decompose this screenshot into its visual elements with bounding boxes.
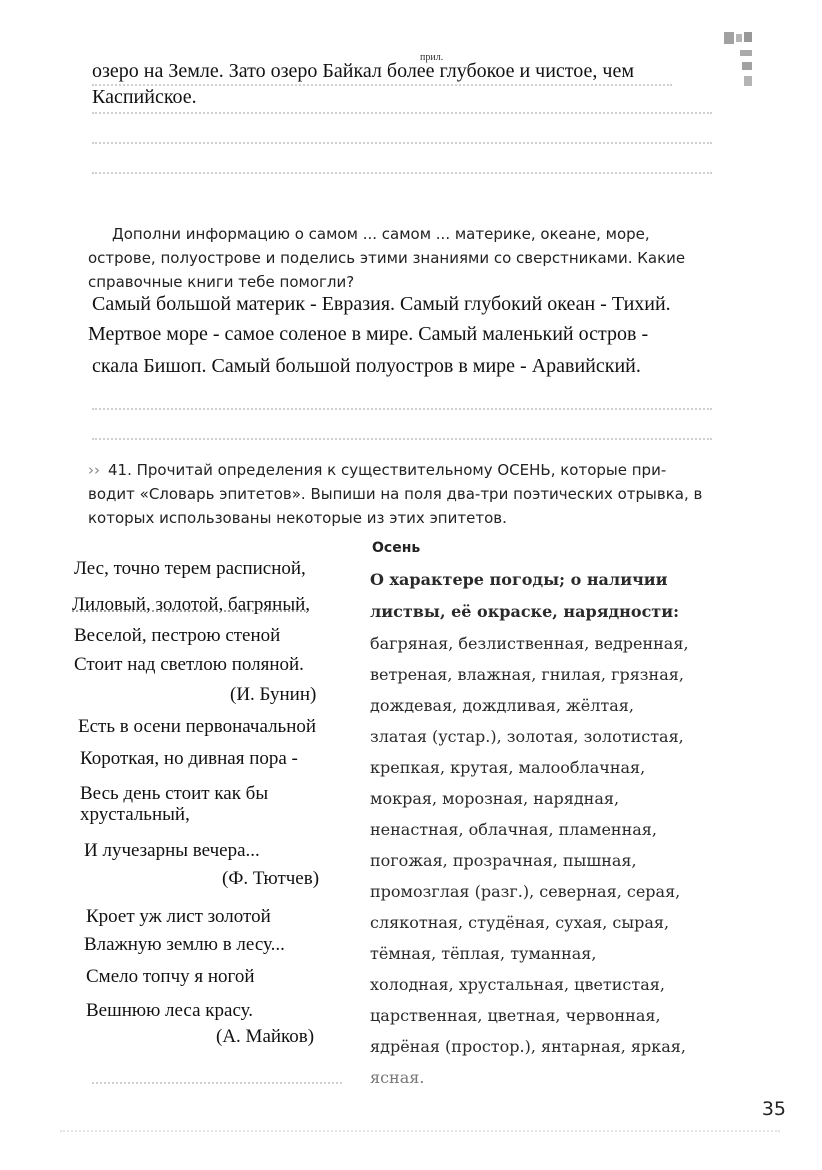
scan-corner-mark-icon [722,30,756,92]
dictionary-line: ядрёная (простор.), янтарная, яркая, [370,1037,686,1056]
bunin-line-3: Веселой, пестрою стеной [74,625,281,646]
dictionary-subheading-1: О характере погоды; о наличии [370,570,668,589]
task-marker: ›› [88,461,100,479]
page-number: 35 [761,1098,786,1120]
dictionary-line: слякотная, студёная, сухая, сырая, [370,913,670,932]
task-41-prompt-line-2: водит «Словарь эпитетов». Выпиши на поля два-три поэтических отрывка, в [88,485,703,503]
dictionary-line: ясная. [370,1068,425,1087]
tyutchev-author: (Ф. Тютчев) [222,868,320,889]
answer-line-2: Мертвое море - самое соленое в мире. Самый маленький остров - [88,323,649,345]
dictionary-line: багряная, безлиственная, ведренная, [370,634,689,653]
maikov-author: (А. Майков) [216,1026,315,1047]
tyutchev-line-4: хрустальный, [80,804,190,825]
task-41-prompt [88,458,728,530]
maikov-line-1: Кроет уж лист золотой [86,906,271,927]
task-40-prompt-line-3: справочные книги тебе помогли? [88,273,355,291]
dictionary-line: златая (устар.), золотая, золотистая, [370,727,684,746]
annotation-adj: прил. [420,52,444,63]
dictionary-line: царственная, цветная, червонная, [370,1006,661,1025]
maikov-line-2: Влажную землю в лесу... [84,934,285,955]
tyutchev-line-1: Есть в осени первоначальной [78,716,317,737]
dotted-rule [92,438,712,440]
task-41-prompt-line-1: ›› 41. Прочитай определения к существительному ОСЕНЬ, которые при- [88,461,667,479]
tyutchev-line-2: Короткая, но дивная пора - [80,748,298,769]
bunin-line-4: Стоит над светлою поляной. [74,654,304,675]
dotted-rule [92,1082,342,1084]
dictionary-line: ненастная, облачная, пламенная, [370,820,657,839]
dictionary-subheading-2: листвы, её окраске, нарядности: [370,602,679,621]
bunin-line-1: Лес, точно терем расписной, [74,558,306,579]
maikov-line-4: Вешнюю леса красу. [86,1000,253,1021]
scan-noise-rule [60,1130,780,1132]
dictionary-heading: Осень [372,540,421,556]
answer-line-1: Самый большой материк - Евразия. Самый глубокий океан - Тихий. [92,293,671,315]
answer-line-3: скала Бишоп. Самый большой полуостров в мире - Аравийский. [92,355,641,377]
task-40-prompt-line-1: Дополни информацию о самом ... самом ... материке, океане, море, [112,225,650,243]
dotted-rule [92,112,712,114]
tyutchev-line-5: И лучезарны вечера... [84,840,260,861]
top-line-1: озеро на Земле. Зато озеро Байкал более глубокое и чистое, чем [92,60,634,82]
dotted-rule [92,172,712,174]
dictionary-line: ветреная, влажная, гнилая, грязная, [370,665,684,684]
dictionary-line: промозглая (разг.), северная, серая, [370,882,681,901]
task-40-prompt [88,222,728,294]
maikov-line-3: Смело топчу я ногой [86,966,255,987]
dotted-rule [92,408,712,410]
top-line-2: Каспийское. [92,86,197,108]
dictionary-line: крепкая, крутая, малооблачная, [370,758,646,777]
dotted-rule [92,142,712,144]
task-40-prompt-line-2: острове, полуострове и поделись этими знаниями со сверстниками. Какие [88,249,686,267]
bunin-author: (И. Бунин) [230,684,317,705]
bunin-line-2: Лиловый, золотой, багряный, [72,594,311,615]
dictionary-line: мокрая, морозная, нарядная, [370,789,620,808]
dictionary-line: тёмная, тёплая, туманная, [370,944,597,963]
tyutchev-line-3: Весь день стоит как бы [80,783,269,804]
dictionary-line: холодная, хрустальная, цветистая, [370,975,665,994]
dictionary-line: дождевая, дождливая, жёлтая, [370,696,634,715]
task-41-prompt-line-3: которых использованы некоторые из этих эпитетов. [88,509,507,527]
dictionary-line: погожая, прозрачная, пышная, [370,851,637,870]
